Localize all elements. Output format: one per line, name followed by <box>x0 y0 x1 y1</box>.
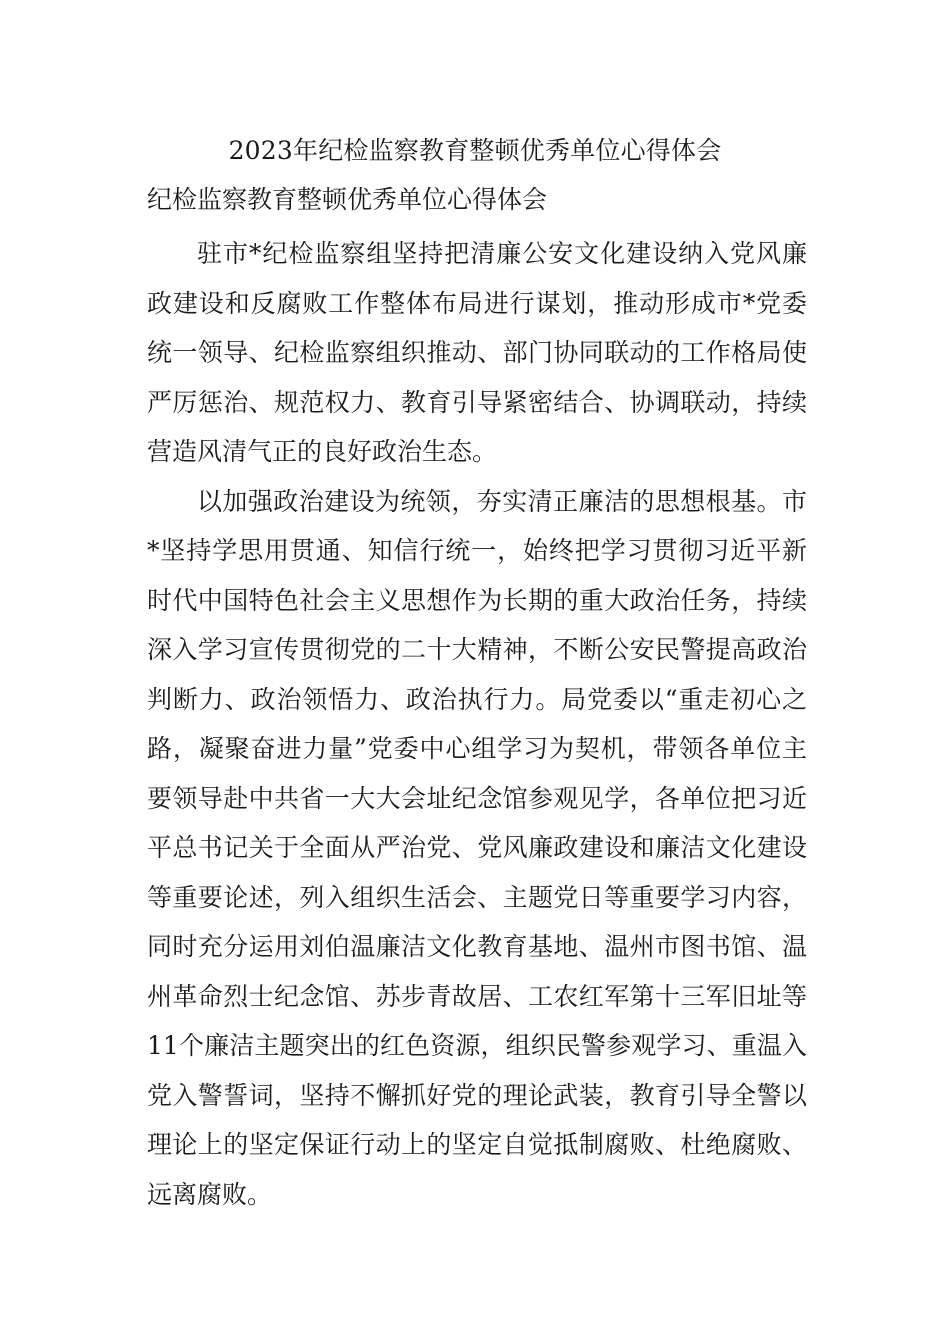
document-body <box>147 229 807 1219</box>
paragraph: 以加强政治建设为统领，夯实清正廉洁的思想根基。市*坚持学思用贯通、知信行统一，始终把学习贯彻习近平新时代中国特色社会主义思想作为长期的重大政治任务，持续深入学习宣传贯彻党的二十大精神，不断公安民警提高政治判断力、政治领悟力、政治执行力。局党委以“重走初心之路，凝聚奋进力量”党委中心组学习为契机，带领各单位主要领导赴中共省一大大会址纪念馆参观见学，各单位把习近平总书记关于全面从严治党、党风廉政建设和廉洁文化建设等重要论述，列入组织生活会、主题党日等重要学习内容，同时充分运用刘伯温廉洁文化教育基地、温州市图书馆、温州革命烈士纪念馆、苏步青故居、工农红军第十三军旧址等11个廉洁主题突出的红色资源，组织民警参观学习、重温入党入警誓词，坚持不懈抓好党的理论武装，教育引导全警以理论上的坚定保证行动上的坚定自觉抵制腐败、杜绝腐败、远离腐败。 <box>147 486 807 1209</box>
paragraph: 驻市*纪检监察组坚持把清廉公安文化建设纳入党风廉政建设和反腐败工作整体布局进行谋划，推动形成市*党委统一领导、纪检监察组织推动、部门协同联动的工作格局使严厉惩治、规范权力、教育引导紧密结合、协调联动，持续营造风清气正的良好政治生态。 <box>147 239 807 466</box>
document-subtitle: 纪检监察教育整顿优秀单位心得体会 <box>147 185 548 214</box>
document-title: 2023年纪检监察教育整顿优秀单位心得体会 <box>228 136 722 165</box>
